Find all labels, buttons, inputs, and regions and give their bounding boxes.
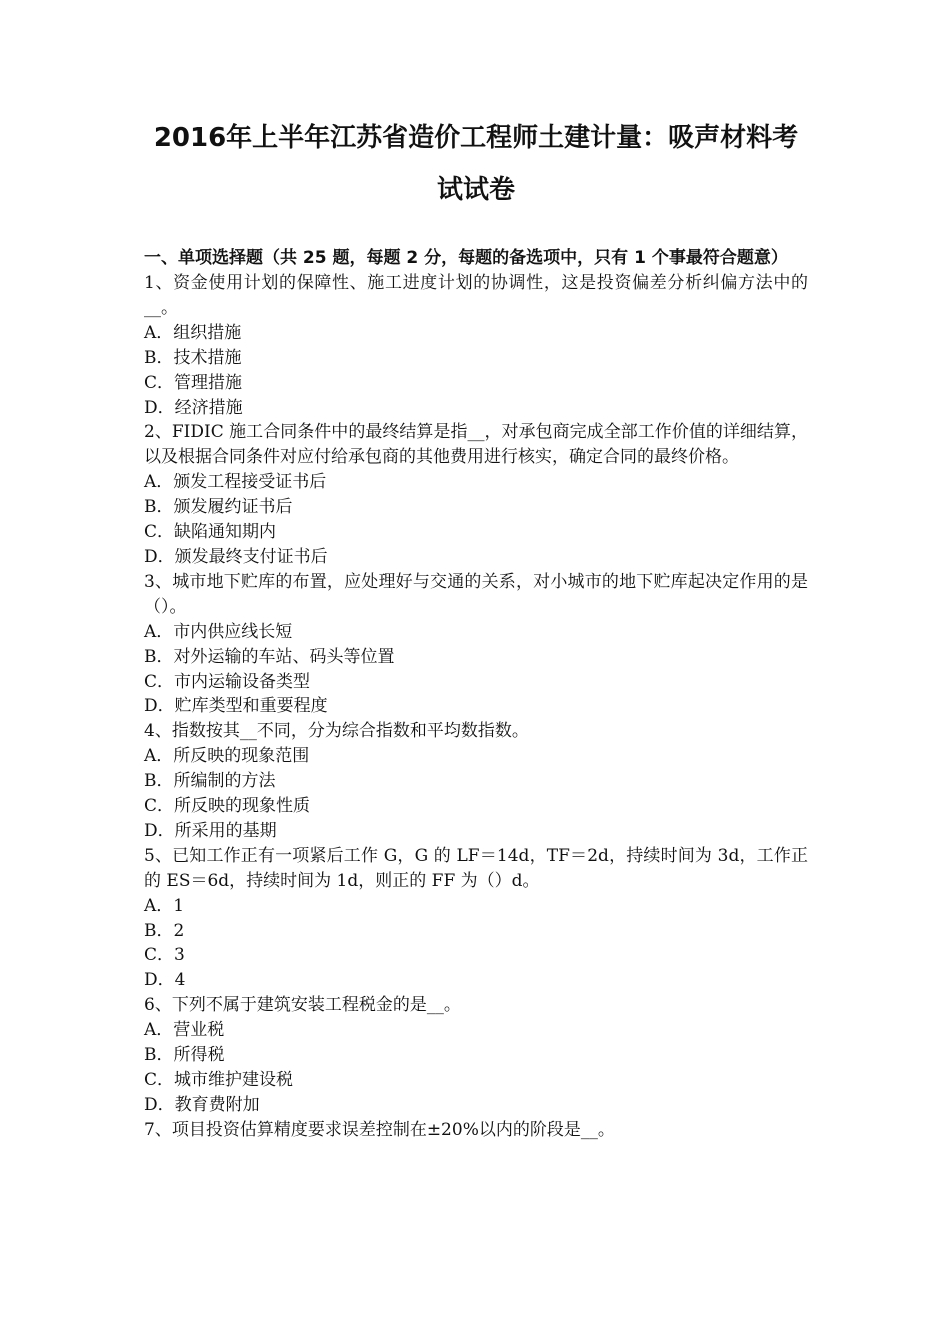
question-item	[144, 844, 808, 993]
question-stem: 5、已知工作正有一项紧后工作 G，G 的 LF＝14d，TF＝2d，持续时间为 3d，工作正的 ES＝6d，持续时间为 1d，则正的 FF 为（）d。	[144, 845, 808, 891]
question-stem: 1、资金使用计划的保障性、施工进度计划的协调性，这是投资偏差分析纠偏方法中的__。	[144, 273, 808, 318]
answer-option: C．缺陷通知期内	[144, 522, 277, 543]
answer-option: A．1	[144, 895, 185, 916]
answer-option: A．组织措施	[144, 322, 242, 343]
section-heading: 一、单项选择题（共 25 题，每题 2 分，每题的备选项中，只有 1 个事最符合题意）	[144, 248, 788, 268]
answer-option: A．营业税	[144, 1020, 225, 1041]
answer-option: D．经济措施	[144, 397, 243, 418]
answer-option: B．技术措施	[144, 347, 242, 368]
question-stem: 7、项目投资估算精度要求误差控制在±20%以内的阶段是__。	[144, 1119, 615, 1140]
answer-option: B．对外运输的车站、码头等位置	[144, 646, 395, 667]
answer-option: A．所反映的现象范围	[144, 746, 310, 767]
answer-option: A．颁发工程接受证书后	[144, 472, 327, 493]
answer-option: C．3	[144, 945, 185, 966]
question-item	[144, 1118, 808, 1143]
answer-option: C．所反映的现象性质	[144, 796, 311, 817]
question-item	[144, 420, 808, 569]
answer-option: B．颁发履约证书后	[144, 497, 293, 518]
answer-option: D．4	[144, 970, 186, 991]
question-stem: 6、下列不属于建筑安装工程税金的是__。	[144, 995, 461, 1016]
answer-option: D．颁发最终支付证书后	[144, 546, 328, 567]
question-item	[144, 993, 808, 1118]
answer-option: C．城市维护建设税	[144, 1070, 294, 1090]
answer-option: B．所得税	[144, 1045, 225, 1066]
question-stem: 4、指数按其__不同，分为综合指数和平均数指数。	[144, 721, 529, 742]
question-item	[144, 719, 808, 844]
answer-option: B．2	[144, 920, 185, 941]
answer-option: C．管理措施	[144, 372, 243, 393]
document-title: 2016年上半年江苏省造价工程师土建计量：吸声材料考试试卷	[153, 123, 799, 205]
question-stem: 2、FIDIC 施工合同条件中的最终结算是指__，对承包商完成全部工作价值的详细结算，以及根据合同条件对应付给承包商的其他费用进行核实，确定合同的最终价格。	[144, 422, 808, 468]
question-item	[144, 570, 808, 719]
answer-option: C．市内运输设备类型	[144, 671, 311, 692]
answer-option: D．教育费附加	[144, 1094, 260, 1115]
answer-option: D．贮库类型和重要程度	[144, 696, 328, 717]
answer-option: D．所采用的基期	[144, 820, 277, 841]
answer-option: A．市内供应线长短	[144, 621, 293, 642]
question-list	[144, 271, 808, 1143]
question-stem: 3、城市地下贮库的布置，应处理好与交通的关系，对小城市的地下贮库起决定作用的是（）。	[144, 571, 808, 617]
answer-option: B．所编制的方法	[144, 771, 276, 792]
question-item	[144, 271, 808, 420]
